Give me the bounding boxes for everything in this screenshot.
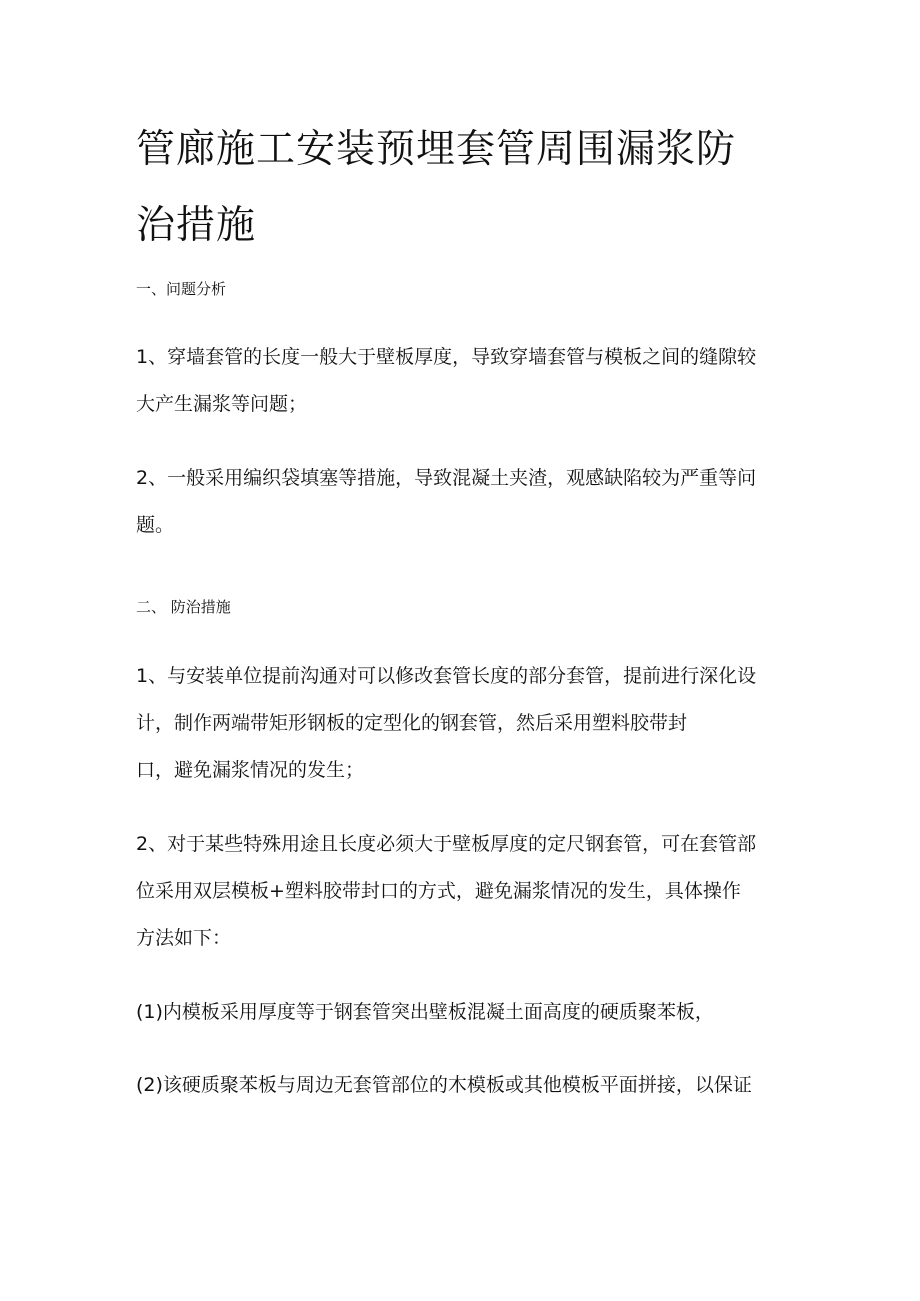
paragraph-line: 1、与安装单位提前沟通对可以修改套管长度的部分套管，提前进行深化设 [136,665,757,687]
paragraph-measure-1 [136,653,796,794]
paragraph-line: 题。 [136,514,175,536]
paragraph-line: 方法如下： [136,927,232,949]
paragraph-line: 计，制作两端带矩形钢板的定型化的钢套管，然后采用塑料胶带封 [136,712,688,734]
paragraph-problem-1 [136,334,796,428]
paragraph-measure-2 [136,821,796,962]
paragraph-step-1 [136,989,796,1036]
paragraph-line: 位采用双层模板+塑料胶带封口的方式，避免漏浆情况的发生，具体操作 [136,880,741,902]
paragraph-line: 1、穿墙套管的长度一般大于壁板厚度，导致穿墙套管与模板之间的缝隙较 [136,346,757,368]
title-line: 管廊施工安装预埋套管周围漏浆防 [136,127,737,172]
paragraph-line: 2、对于某些特殊用途且长度必须大于壁板厚度的定尺钢套管，可在套管部 [136,833,757,855]
section-heading-prevention-measures: 二、 防治措施 [136,598,231,616]
paragraph-line: 大产生漏浆等问题； [136,393,308,415]
paragraph-line: 2、一般采用编织袋填塞等措施，导致混凝土夹渣，观感缺陷较为严重等问 [136,467,757,489]
paragraph-problem-2 [136,455,796,549]
document-title [136,112,796,264]
section-heading-problem-analysis: 一、问题分析 [136,280,227,298]
title-line: 治措施 [136,203,257,248]
paragraph-line: 口，避免漏浆情况的发生； [136,759,365,781]
paragraph-line: (1)内模板采用厚度等于钢套管突出壁板混凝土面高度的硬质聚苯板， [136,1001,714,1023]
paragraph-line: (2)该硬质聚苯板与周边无套管部位的木模板或其他模板平面拼接，以保证 [136,1074,752,1096]
paragraph-step-2 [136,1062,796,1109]
